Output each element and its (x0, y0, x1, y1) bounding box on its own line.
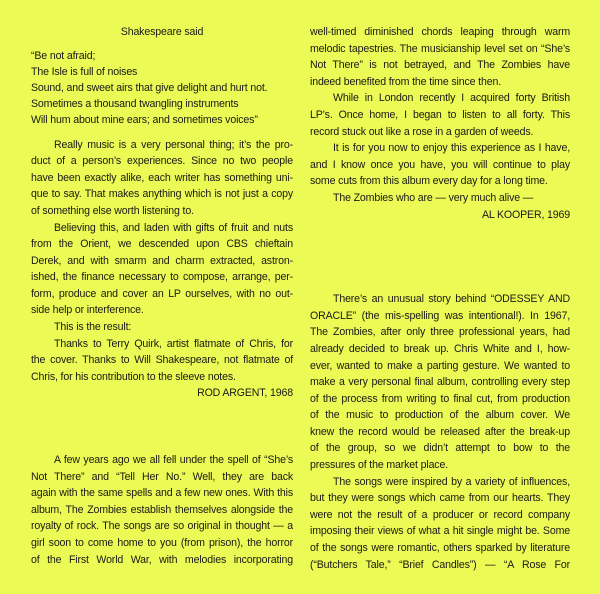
text-line: Derek, and with smarm and charm extracted, astron- (31, 254, 293, 267)
text-line: indeed benefited from the time since then. (310, 75, 501, 88)
text-line: LP’s. Once home, I began to listen to all forty. This (310, 108, 570, 121)
paragraph-very-much-alive (310, 190, 570, 207)
text-line: some cuts from this album every day for a long time. (310, 175, 548, 188)
signature-rod-argent: ROD ARGENT, 1968 (197, 387, 293, 400)
text-line: melodic tapestries. The musicianship level set on “She’s (310, 42, 570, 55)
text-line: of something else worth listening to. (31, 204, 194, 217)
text-line: Chris, for his contribution to the sleeve notes. (31, 370, 236, 383)
text-line: again with the same spells and a few new ones. With this (31, 487, 293, 500)
text-line: Thanks to Terry Quirk, artist flatmate of Chris, for (54, 337, 293, 350)
paragraph-unusual-story (310, 291, 570, 474)
text-line: Really music is a very personal thing; it’s the pro- (54, 138, 293, 151)
text-line: from the Orient, we descended upon CBS chieftain (31, 238, 293, 251)
poem-line: Sound, and sweet airs that give delight and hurt not. (31, 81, 268, 94)
paragraph-diminished-chords (310, 24, 570, 90)
paragraph-thanks (31, 336, 293, 386)
text-line: make a very personal final album, controlling every step (310, 376, 570, 389)
text-line: ORACLE” (the mis-spelling was intentional!). In 1967, (310, 309, 570, 322)
poem-line: Will hum about mine ears; and sometimes voices” (31, 114, 258, 127)
text-line: royalty of rock. The songs are so original in thought — a (31, 520, 293, 533)
paragraph-enjoy-experience (310, 140, 570, 190)
text-line: pressures of the market place. (310, 459, 448, 472)
text-line: of the music to production of the album cover. We (310, 409, 570, 422)
text-line: que to say. That makes anything which is not just a copy (31, 188, 293, 201)
text-line: the cover. Thanks to Will Shakespeare, not flatmate of (31, 354, 293, 367)
text-line: album, The Zombies establish themselves alongside the (31, 503, 293, 516)
text-line: The Zombies who are — very much alive — (333, 191, 534, 204)
text-line: record stuck out like a rose in a garden of weeds. (310, 125, 534, 138)
text-line: but they were songs which came from our hearts. They (310, 492, 570, 505)
poem-line: The Isle is full of noises (31, 65, 138, 78)
text-line: were not the result of a producer or record company (310, 508, 570, 521)
text-line: of the First World War, with melodies incorporating (31, 553, 293, 566)
text-line: This is the result: (54, 321, 132, 334)
text-line: well-timed diminished chords leaping through warm (310, 26, 570, 38)
paragraph-few-years-ago (31, 452, 293, 568)
text-line: Not There” and “Tell Her No.” Well, they are back (31, 470, 293, 483)
poem-line: Sometimes a thousand twangling instruments (31, 98, 239, 111)
text-line: already decided to break up. Chris White and I, how- (310, 342, 570, 355)
paragraph-believing-this (31, 220, 293, 320)
text-line: The songs were inspired by a variety of influences, (333, 475, 570, 488)
heading-shakespeare-said: Shakespeare said (120, 26, 204, 38)
text-line: of the songs were romantic, others sparked by literature (310, 542, 570, 555)
text-line: ished, the finance necessary to compose, arrange, per- (31, 271, 293, 284)
paragraph-result (31, 319, 293, 336)
text-line: of the process from writing to final cut, from production (310, 392, 570, 405)
paragraph-personal-thing (31, 137, 293, 220)
text-line: It is for you now to enjoy this experience as I have, (333, 142, 570, 155)
text-line: While in London recently I acquired forty British (333, 92, 570, 105)
text-line: A few years ago we all fell under the spell of “She’s (54, 454, 293, 467)
left-column (31, 24, 293, 568)
signature-al-kooper: AL KOOPER, 1969 (481, 208, 570, 221)
text-line: (“Butchers Tale,” “Brief Candles”) — “A Rose For (310, 558, 570, 571)
text-line: imposing their views of what a hit single might be. Some (310, 525, 570, 538)
text-line: knew the record would be released after the break-up (310, 425, 570, 438)
right-column (310, 24, 570, 573)
text-line: ever, wanted to make a parting gesture. We wanted to (310, 359, 570, 372)
poem-line: “Be not afraid; (31, 49, 96, 62)
shakespeare-quote (31, 48, 293, 129)
text-line: Believing this, and laden with gifts of fruit and nuts (54, 221, 293, 234)
text-line: and I know once you have, you will continue to play (310, 158, 570, 171)
text-line: duct of a person’s experiences. Since no two people (31, 155, 293, 168)
text-line: form, produce and cover an LP ourselves, with no out- (31, 287, 293, 300)
text-line: of the group, so we didn’t attempt to bow to the (310, 442, 570, 455)
text-line: girl soon to come home to you (from prison), the horror (31, 537, 293, 549)
text-line: have been exactly alike, each writer has something uni- (31, 171, 293, 184)
text-line: The Zombies, after only three professional years, had (310, 326, 570, 339)
paragraph-while-in-london (310, 90, 570, 140)
text-line: side help or interference. (31, 304, 144, 317)
text-line: There’s an unusual story behind “ODESSEY AND (333, 293, 570, 306)
text-line: Not There” is not betrayed, and The Zombies have (310, 59, 570, 72)
paragraph-songs-inspired (310, 474, 570, 574)
